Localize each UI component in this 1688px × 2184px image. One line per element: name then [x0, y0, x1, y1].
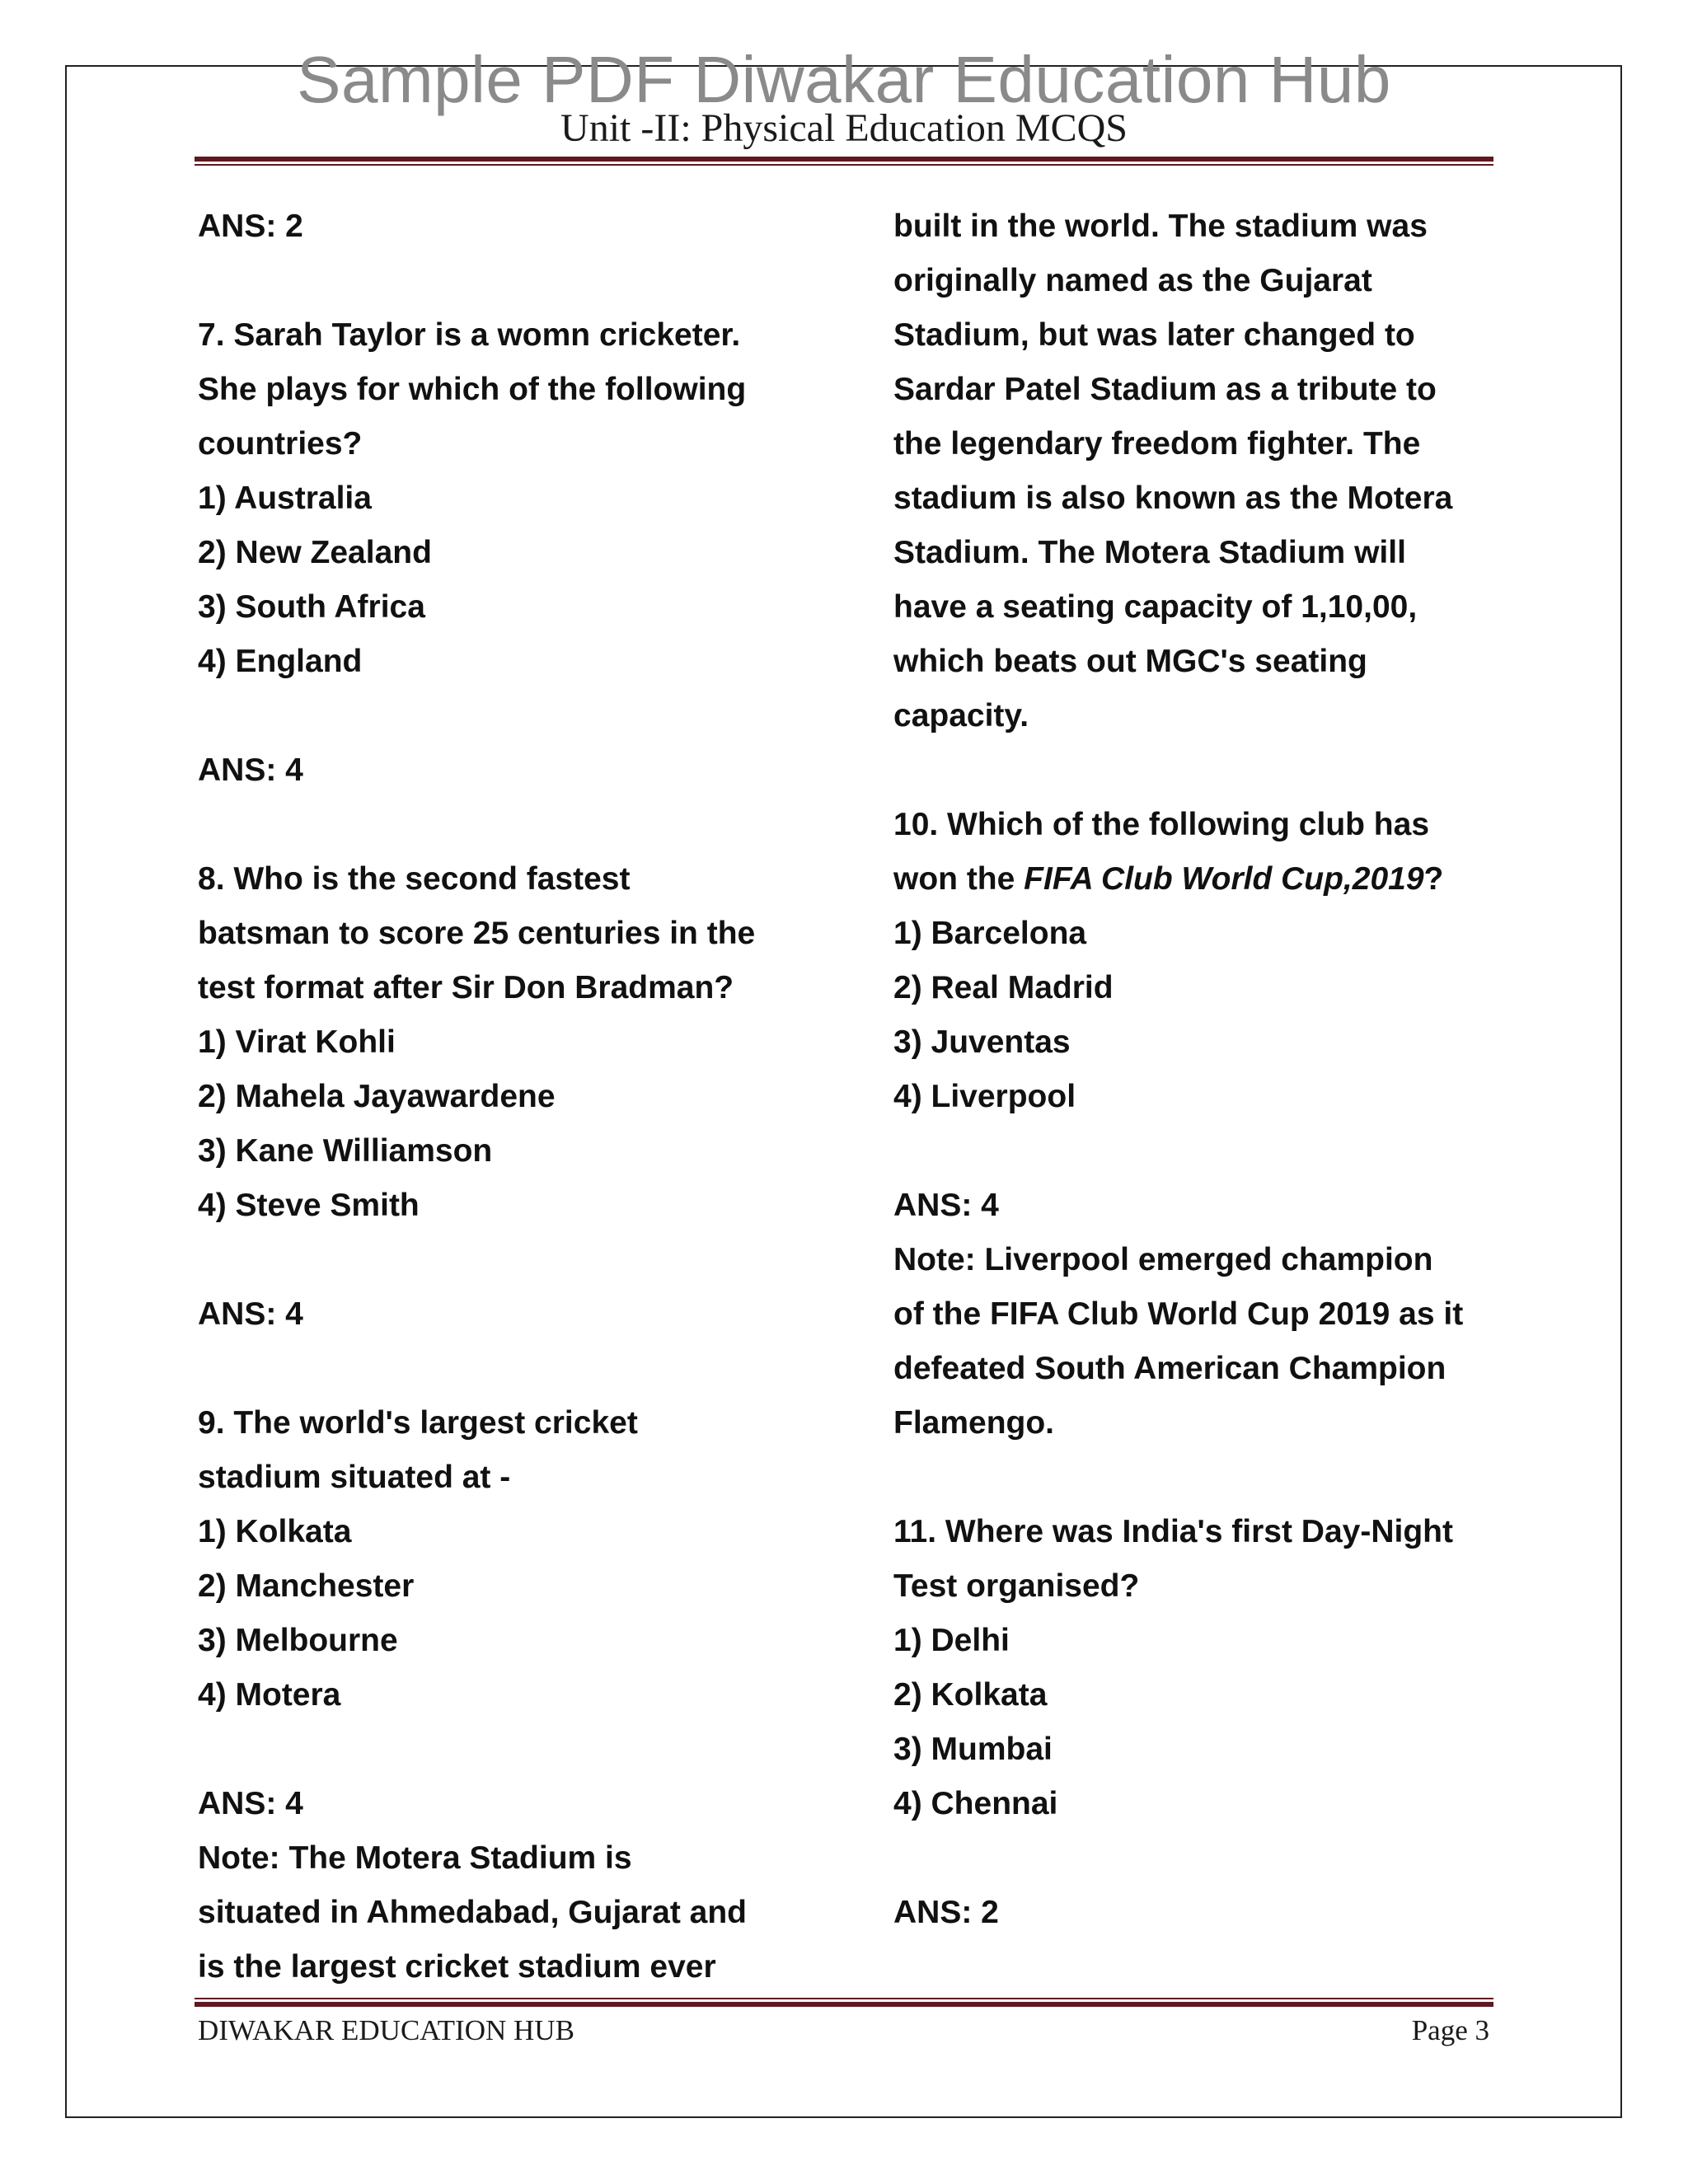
note-line: originally named as the Gujarat — [893, 263, 1372, 298]
note-line: Note: Liverpool emerged champion — [893, 1242, 1433, 1277]
spacer — [198, 254, 841, 308]
option-1: 1) Barcelona — [893, 916, 1087, 951]
note-line: Note: The Motera Stadium is — [198, 1840, 632, 1876]
footer-rule-thick — [195, 2002, 1493, 2007]
note-line: Stadium. The Motera Stadium will — [893, 535, 1406, 570]
option-3: 3) Juventas — [893, 1024, 1071, 1060]
spacer — [893, 1451, 1528, 1505]
note-line: Sardar Patel Stadium as a tribute to — [893, 372, 1437, 407]
question-8 — [198, 852, 841, 1342]
option-3: 3) Mumbai — [893, 1732, 1053, 1767]
option-4: 4) Liverpool — [893, 1079, 1076, 1114]
option-4: 4) Motera — [198, 1677, 341, 1713]
question-text-line: batsman to score 25 centuries in the — [198, 916, 756, 951]
question-text-line: 11. Where was India's first Day-Night — [893, 1514, 1453, 1549]
note-line: have a seating capacity of 1,10,00, — [893, 589, 1418, 625]
note-line: the legendary freedom fighter. The — [893, 426, 1421, 462]
option-2: 2) Kolkata — [893, 1677, 1048, 1713]
question-text-line: Test organised? — [893, 1568, 1140, 1604]
answer-q7: ANS: 4 — [198, 752, 303, 788]
right-column — [893, 199, 1528, 1940]
question-10 — [893, 798, 1528, 1451]
spacer — [893, 1831, 1528, 1886]
note-line: capacity. — [893, 698, 1029, 733]
note-line: which beats out MGC's seating — [893, 644, 1367, 679]
spacer — [198, 1722, 841, 1777]
question-text-line: countries? — [198, 426, 363, 462]
spacer — [198, 1233, 841, 1287]
note-line: built in the world. The stadium was — [893, 209, 1428, 244]
footer-publisher: DIWAKAR EDUCATION HUB — [198, 2014, 574, 2046]
option-2: 2) Manchester — [198, 1568, 415, 1604]
option-4: 4) England — [198, 644, 363, 679]
answer-q8: ANS: 4 — [198, 1296, 303, 1332]
option-2: 2) New Zealand — [198, 535, 432, 570]
answer-q11: ANS: 2 — [893, 1895, 999, 1930]
answer-q9: ANS: 4 — [198, 1786, 303, 1821]
option-4: 4) Steve Smith — [198, 1188, 420, 1223]
header-rule-thick — [195, 157, 1493, 162]
question-text-line: 10. Which of the following club has — [893, 807, 1430, 842]
note-line: is the largest cricket stadium ever — [198, 1949, 716, 1985]
note-line: defeated South American Champion — [893, 1351, 1447, 1386]
note-line: Flamengo. — [893, 1405, 1055, 1441]
note-continuation — [893, 199, 1528, 743]
option-1: 1) Delhi — [893, 1623, 1010, 1658]
question-text-line: She plays for which of the following — [198, 372, 747, 407]
option-1: 1) Australia — [198, 480, 372, 516]
note-line: stadium is also known as the Motera — [893, 480, 1453, 516]
unit-title: Unit -II: Physical Education MCQS — [560, 106, 1128, 150]
spacer — [893, 743, 1528, 798]
spacer — [198, 798, 841, 852]
spacer — [198, 1342, 841, 1396]
question-text-line: test format after Sir Don Bradman? — [198, 970, 734, 1005]
option-4: 4) Chennai — [893, 1786, 1058, 1821]
question-text-prefix: won the — [893, 861, 1025, 897]
note-line: of the FIFA Club World Cup 2019 as it — [893, 1296, 1464, 1332]
answer-q6: ANS: 2 — [198, 209, 303, 244]
header-rule-thin — [195, 164, 1493, 166]
option-1: 1) Virat Kohli — [198, 1024, 396, 1060]
question-text-line — [893, 852, 1528, 907]
left-column — [198, 199, 841, 1994]
question-11 — [893, 1505, 1528, 1940]
page-number: Page 3 — [1411, 2014, 1489, 2046]
option-3: 3) Kane Williamson — [198, 1133, 493, 1169]
question-9 — [198, 1396, 841, 1994]
note-line: Stadium, but was later changed to — [893, 317, 1415, 353]
option-2: 2) Real Madrid — [893, 970, 1114, 1005]
option-3: 3) South Africa — [198, 589, 425, 625]
spacer — [198, 689, 841, 743]
option-1: 1) Kolkata — [198, 1514, 352, 1549]
question-text-suffix: ? — [1423, 861, 1444, 897]
answer-q10: ANS: 4 — [893, 1188, 999, 1223]
watermark-text: Sample PDF Diwakar Education Hub — [297, 43, 1391, 116]
spacer — [893, 1124, 1528, 1179]
question-text-line: stadium situated at - — [198, 1460, 511, 1495]
question-text-line: 9. The world's largest cricket — [198, 1405, 638, 1441]
question-text-line: 8. Who is the second fastest — [198, 861, 631, 897]
footer-rule-thin — [195, 1998, 1493, 1999]
question-text-italic: FIFA Club World Cup,2019 — [1024, 861, 1424, 897]
option-3: 3) Melbourne — [198, 1623, 398, 1658]
question-7 — [198, 308, 841, 798]
note-line: situated in Ahmedabad, Gujarat and — [198, 1895, 747, 1930]
question-text-line: 7. Sarah Taylor is a womn cricketer. — [198, 317, 741, 353]
option-2: 2) Mahela Jayawardene — [198, 1079, 556, 1114]
